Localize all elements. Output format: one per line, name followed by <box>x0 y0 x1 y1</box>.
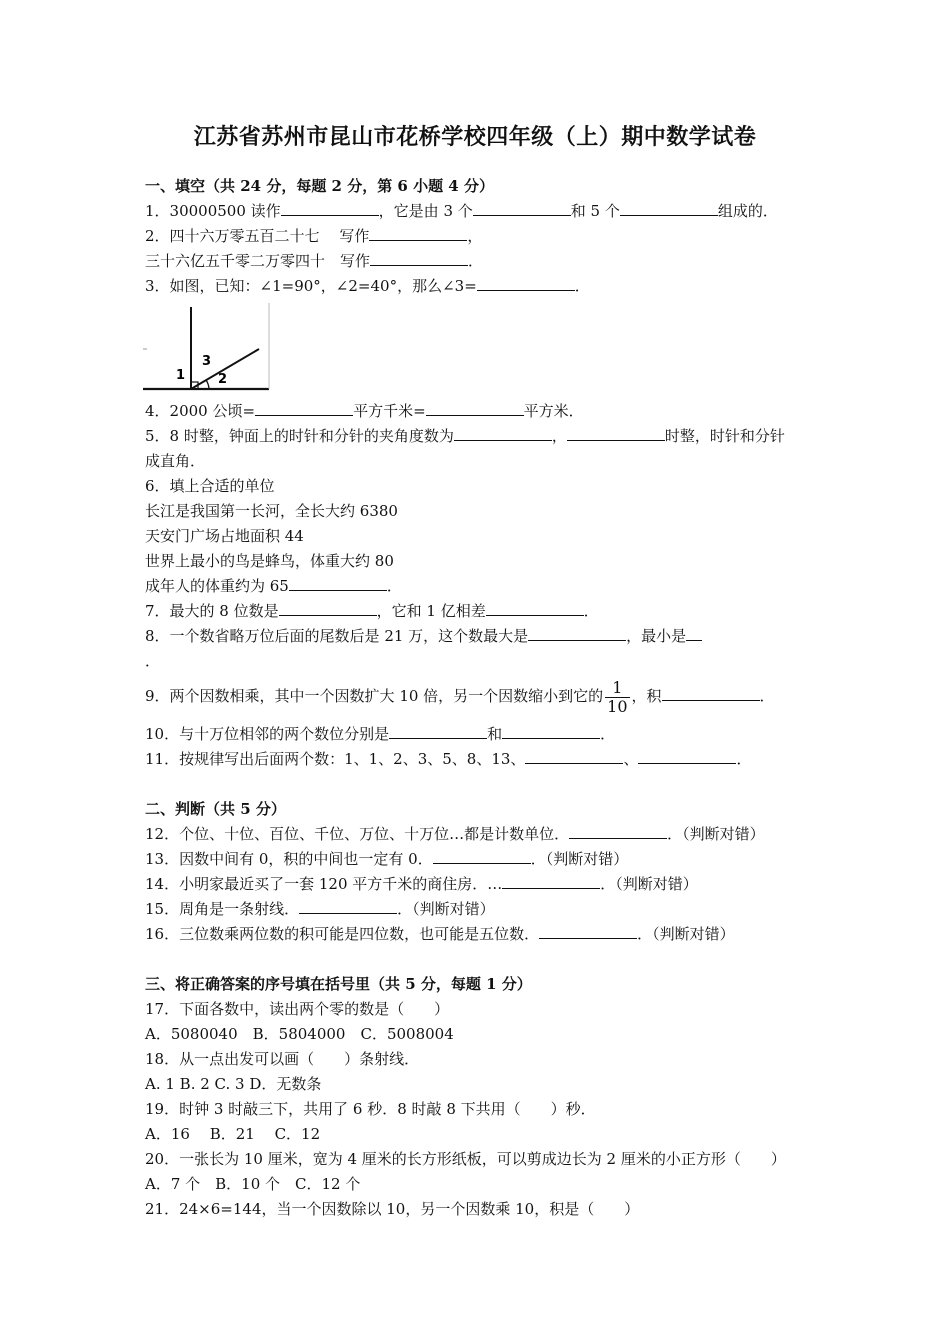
question-11: 11．按规律写出后面两个数：1、1、2、3、5、8、13、 、 ． <box>145 750 752 768</box>
answer-blank[interactable] <box>502 874 600 889</box>
answer-blank[interactable] <box>279 601 377 616</box>
question-2: 2．四十六万零五百二十七 写作 ， <box>145 227 483 245</box>
question-12: 12．个位、十位、百位、千位、万位、十万位…都是计数单位． ．（判断对错） <box>145 825 765 843</box>
question-19-options: A．16 B．21 C．12 <box>145 1125 321 1143</box>
question-16: 16．三位数乘两位数的积可能是四位数，也可能是五位数． ．（判断对错） <box>145 925 735 943</box>
question-20: 20．一张长为 10 厘米，宽为 4 厘米的长方形纸板，可以剪成边长为 2 厘米的小正方形（ ） <box>145 1150 786 1168</box>
question-15: 15．周角是一条射线． ．（判断对错） <box>145 900 495 918</box>
question-14: 14．小明家最近买了一套 120 平方千米的商住房．… ．（判断对错） <box>145 875 698 893</box>
question-6a: 长江是我国第一长河，全长大约 6380 <box>145 502 398 520</box>
answer-blank[interactable] <box>255 401 353 416</box>
answer-blank[interactable] <box>525 749 623 764</box>
question-18: 18．从一点出发可以画（ ）条射线． <box>145 1050 420 1068</box>
section1-heading: 一、填空（共 24 分，每题 2 分，第 6 小题 4 分） <box>145 177 494 195</box>
answer-blank[interactable] <box>473 201 571 216</box>
answer-blank[interactable] <box>620 201 718 216</box>
answer-blank[interactable] <box>569 824 667 839</box>
question-7: 7．最大的 8 位数是 ，它和 1 亿相差 ． <box>145 602 599 620</box>
answer-blank[interactable] <box>281 201 379 216</box>
answer-blank[interactable] <box>433 849 531 864</box>
answer-blank[interactable] <box>686 626 702 641</box>
question-8: 8．一个数省略万位后面的尾数后是 21 万，这个数最大是 ，最小是 <box>145 626 702 646</box>
section3-heading: 三、将正确答案的序号填在括号里（共 5 分，每题 1 分） <box>145 975 532 993</box>
angle-arc <box>206 380 209 389</box>
answer-blank[interactable] <box>370 251 468 266</box>
question-9: 9．两个因数相乘，其中一个因数扩大 10 倍，另一个因数缩小到它的 $\frac{1}{10}$ ，积 ． <box>145 677 775 716</box>
question-6c: 世界上最小的鸟是蜂鸟，体重大约 80 <box>145 552 394 570</box>
answer-blank[interactable] <box>289 576 387 591</box>
question-4: 4．2000 公顷= 平方千米= 平方米． <box>145 402 584 420</box>
answer-blank[interactable] <box>389 724 487 739</box>
answer-blank[interactable] <box>369 226 467 241</box>
question-1: 1．30000500 读作 ，它是由 3 个 和 5 个 组成的． <box>145 202 778 220</box>
answer-blank[interactable] <box>477 276 575 291</box>
question-10: 10．与十万位相邻的两个数位分别是 和 ． <box>145 725 616 743</box>
question-20-options: A．7 个 B．10 个 C．12 个 <box>145 1175 361 1193</box>
question-6b: 天安门广场占地面积 44 <box>145 527 304 545</box>
question-6: 6．填上合适的单位 <box>145 477 275 495</box>
question-6d: 成年人的体重约为 65 ． <box>145 577 402 595</box>
question-18-options: A. 1 B. 2 C. 3 D．无数条 <box>145 1075 322 1093</box>
question-17-options: A．5080040 B．5804000 C．5008004 <box>145 1025 454 1043</box>
angle-label-3: 3 <box>202 354 212 369</box>
answer-blank[interactable] <box>567 426 665 441</box>
question-5: 5．8 时整，钟面上的时针和分针的夹角度数为 ， 时整，时针和分针 <box>145 427 785 445</box>
section2-heading: 二、判断（共 5 分） <box>145 800 286 818</box>
answer-blank[interactable] <box>299 899 397 914</box>
answer-blank[interactable] <box>539 924 637 939</box>
angle-label-2: 2 <box>218 372 228 387</box>
question-3: 3．如图，已知：∠1=90°，∠2=40°，那么∠3= ． <box>145 277 590 295</box>
angle-figure <box>143 303 273 395</box>
angle-label-1: 1 <box>176 368 186 383</box>
answer-blank[interactable] <box>638 749 736 764</box>
answer-blank[interactable] <box>486 601 584 616</box>
question-21: 21．24×6=144，当一个因数除以 10，另一个因数乘 10，积是（ ） <box>145 1200 640 1218</box>
fraction-one-tenth: $\frac{1}{10}$ <box>607 677 628 716</box>
answer-blank[interactable] <box>502 724 600 739</box>
question-19: 19．时钟 3 时敲三下，共用了 6 秒．8 时敲 8 下共用（ ）秒． <box>145 1100 596 1118</box>
question-5-cont: 成直角． <box>145 452 206 470</box>
question-17: 17．下面各数中，读出两个零的数是（ ） <box>145 1000 450 1018</box>
answer-blank[interactable] <box>426 401 524 416</box>
answer-blank[interactable] <box>528 626 626 641</box>
question-13: 13．因数中间有 0，积的中间也一定有 0． ．（判断对错） <box>145 850 629 868</box>
page-title: 江苏省苏州市昆山市花桥学校四年级（上）期中数学试卷 <box>193 124 757 150</box>
answer-blank[interactable] <box>454 426 552 441</box>
question-2b: 三十六亿五千零二万零四十 写作 ． <box>145 252 484 270</box>
answer-blank[interactable] <box>662 686 760 701</box>
question-8-cont: ． <box>145 652 161 670</box>
